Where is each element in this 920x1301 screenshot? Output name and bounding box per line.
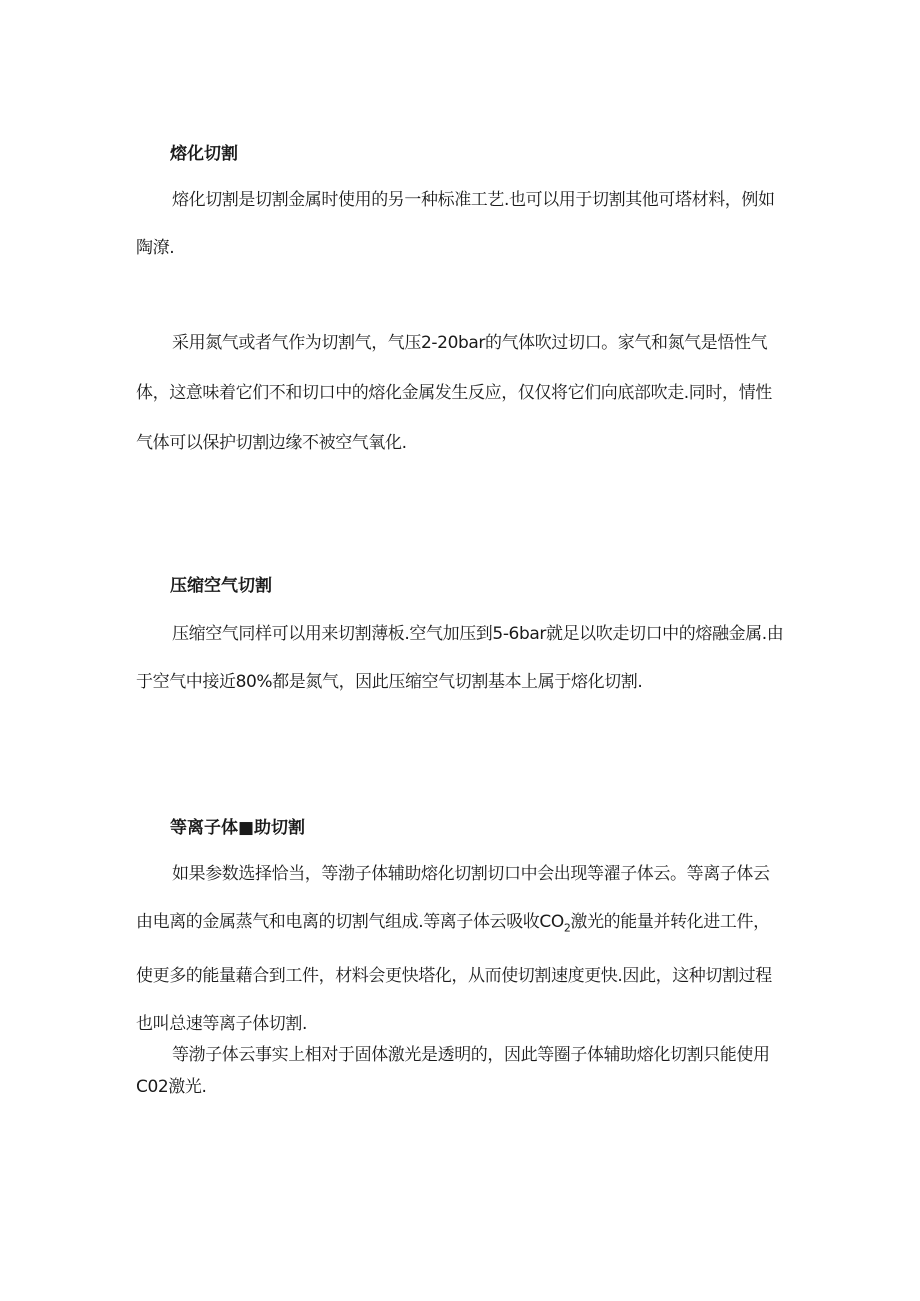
paragraph-melt-intro: 熔化切割是切割金属时使用的另一种标准工艺.也可以用于切割其他可塔材料，例如陶潦. [136, 190, 775, 258]
plasma-transparency-line2: C02激光. [136, 1077, 207, 1097]
plasma-text-part2: 激光的能量并转化进工件，使更多的能量藉合到工件，材料会更快塔化，从而使切割速度更快.因此，这种切割过程也叫总速等离子体切割. [136, 912, 772, 1035]
paragraph-plasma-cloud [136, 850, 786, 1048]
heading-melt-cutting: 熔化切割 [170, 144, 238, 164]
plasma-transparency-line1: 等渤子体云事实上相对于固体激光是透明的，因此等圈子体辅助熔化切割只能使用 [172, 1045, 770, 1065]
paragraph-compressed-air: 压缩空气同样可以用来切割薄板.空气加压到5-6bar就足以吹走切口中的熔融金属.由于空气中接近80%都是氮气，因此压缩空气切割基本上属于熔化切割. [136, 624, 784, 692]
paragraph-melt-gas: 采用氮气或者气作为切割气，气压2-20bar的气体吹过切口。家气和氮气是悟性气体，这意味着它们不和切口中的熔化金属发生反应，仅仅将它们向底部吹走.同时，情性气体可以保护切割边缘不被空气氧化. [136, 333, 772, 453]
co2-subscript: 2 [563, 921, 571, 935]
heading-plasma-assisted-cutting: 等离子体■助切割 [170, 818, 306, 838]
plasma-text-part1: 如果参数选择恰当，等渤子体辅助熔化切割切口中会出现等濯子体云。等离子体云由电离的金属蒸气和电离的切割气组成.等离子体云吸收CO [136, 864, 770, 932]
heading-compressed-air-cutting: 压缩空气切割 [170, 576, 272, 596]
